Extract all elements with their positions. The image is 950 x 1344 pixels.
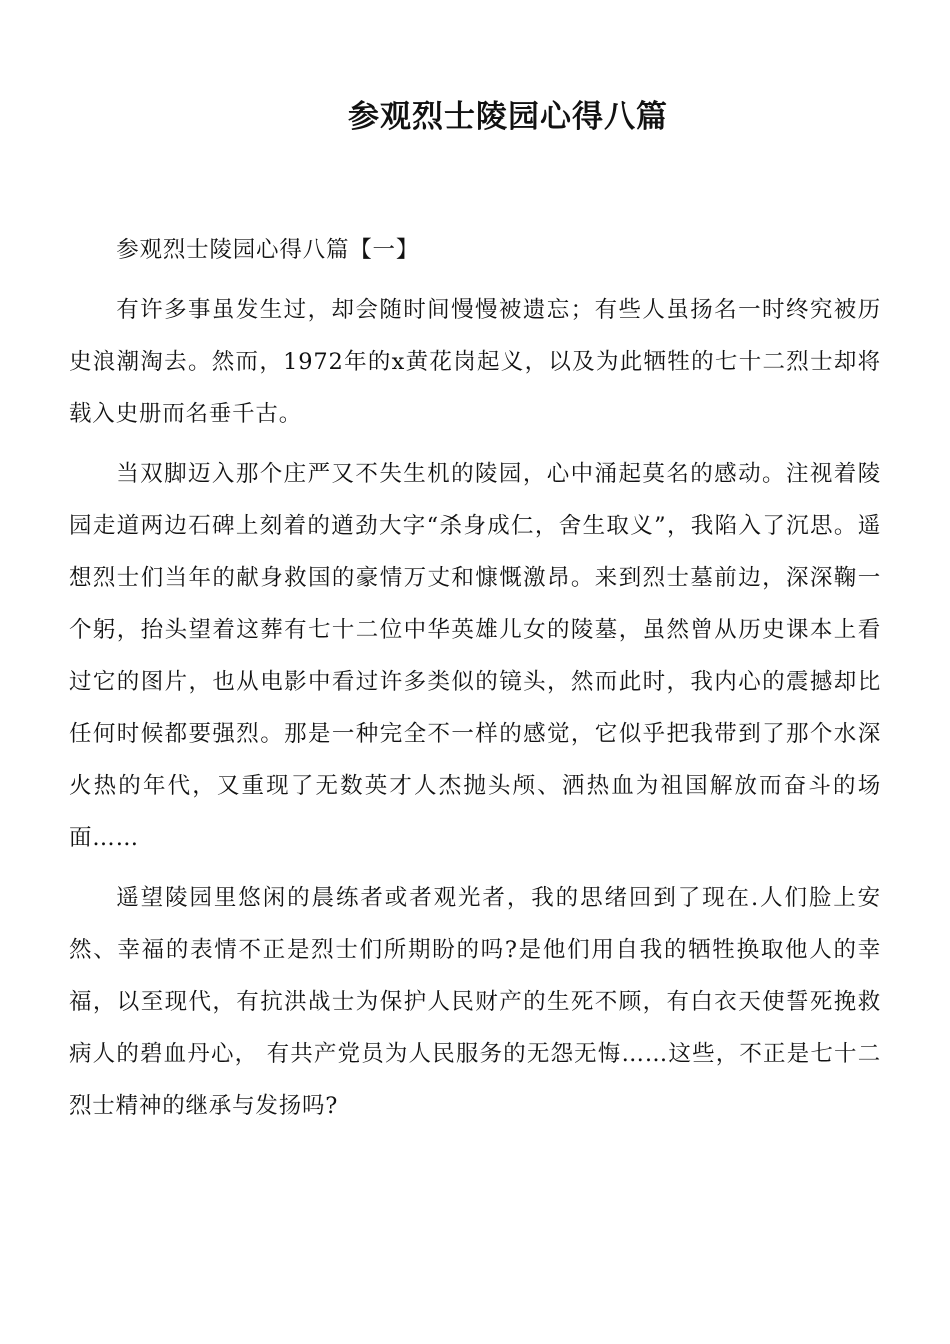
document-body bbox=[69, 224, 881, 1140]
paragraph-3: 遥望陵园里悠闲的晨练者或者观光者，我的思绪回到了现在.人们脸上安然、幸福的表情不正是烈士们所期盼的吗?是他们用自我的牺牲换取他人的幸福，以至现代，有抗洪战士为保护人民财产的生死不顾，有白衣天使誓死挽救病人的碧血丹心， 有共产党员为人民服务的无怨无悔……这些，不正是七十二烈士精神的继承与发扬吗? bbox=[69, 885, 881, 1119]
section-heading: 参观烈士陵园心得八篇【一】 bbox=[116, 237, 420, 263]
document-title: 参观烈士陵园心得八篇 bbox=[348, 99, 668, 135]
paragraph-1: 有许多事虽发生过，却会随时间慢慢被遗忘；有些人虽扬名一时终究被历史浪潮淘去。然而，1972年的x黄花岗起义，以及为此牺牲的七十二烈士却将载入史册而名垂千古。 bbox=[69, 297, 881, 427]
paragraph-2: 当双脚迈入那个庄严又不失生机的陵园，心中涌起莫名的感动。注视着陵园走道两边石碑上刻着的遒劲大字“杀身成仁，舍生取义”，我陷入了沉思。遥想烈士们当年的献身救国的豪情万丈和慷慨激昂。来到烈士墓前边，深深鞠一个躬，抬头望着这葬有七十二位中华英雄儿女的陵墓，虽然曾从历史课本上看过它的图片，也从电影中看过许多类似的镜头，然而此时，我内心的震撼却比任何时候都要强烈。那是一种完全不一样的感觉，它似乎把我带到了那个水深火热的年代，又重现了无数英才人杰抛头颅、洒热血为祖国解放而奋斗的场面…… bbox=[69, 461, 881, 851]
